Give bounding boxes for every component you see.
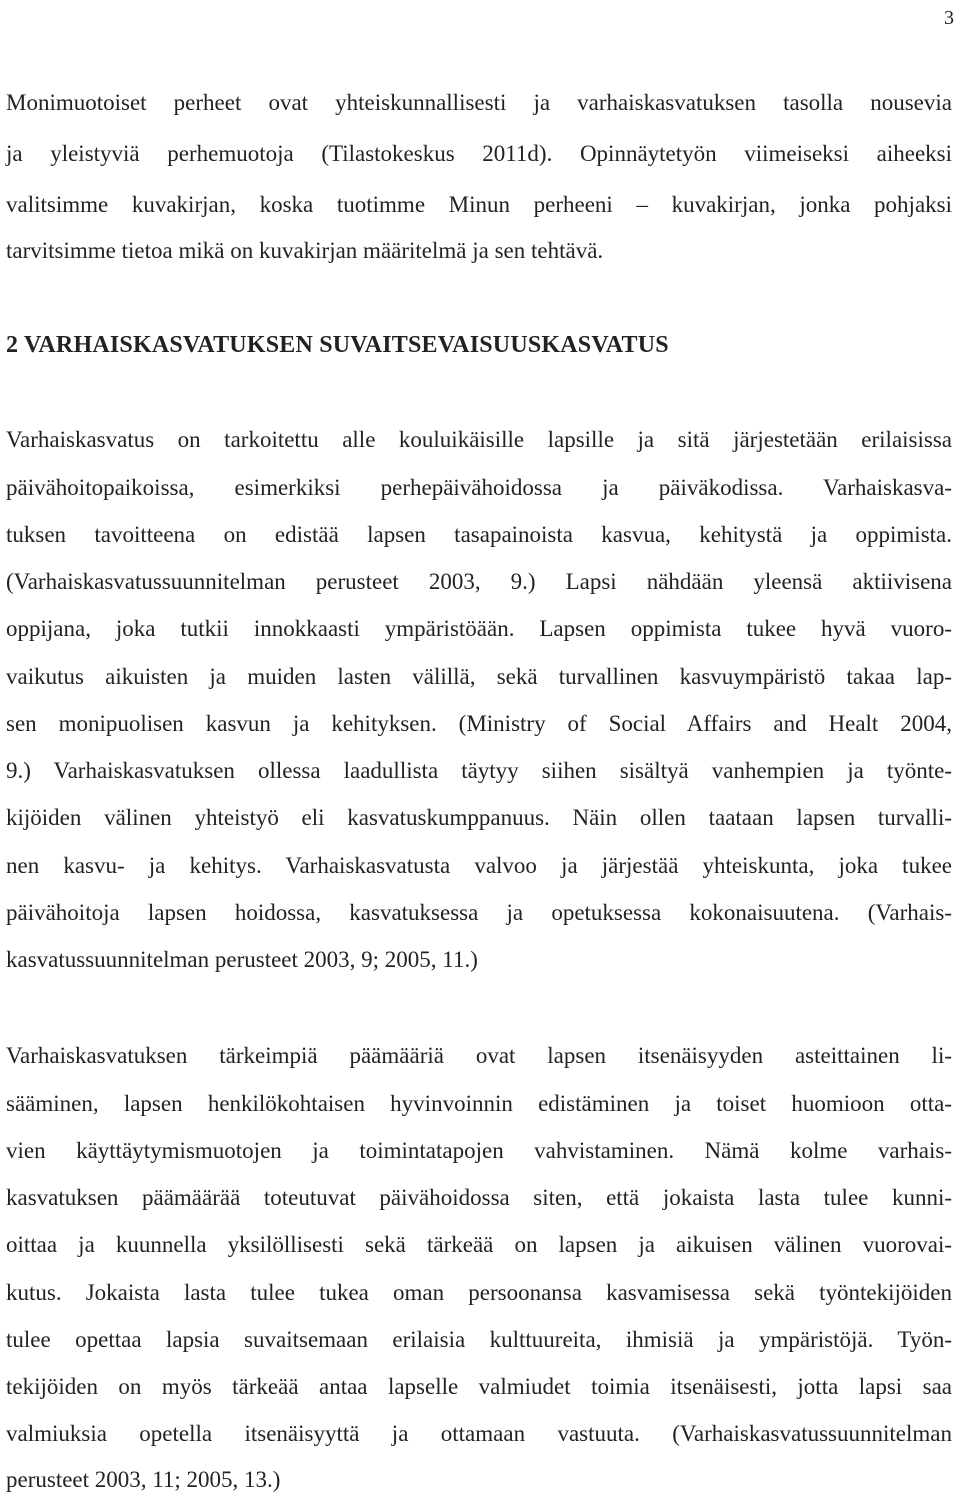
text-line: päivähoitoja lapsen hoidossa, kasvatuksessa ja opetuksessa kokonaisuutena. (Varhais-: [6, 900, 952, 925]
text-line: kijöiden välinen yhteistyö eli kasvatuskumppanuus. Näin ollen taataan lapsen turvalli-: [6, 805, 952, 830]
text-line: oittaa ja kuunnella yksilöllisesti sekä tärkeää on lapsen ja aikuisen välinen vuorovai-: [6, 1232, 952, 1257]
text-line: (Varhaiskasvatussuunnitelman perusteet 2003, 9.) Lapsi nähdään yleensä aktiivisena: [6, 569, 952, 594]
text-line: Varhaiskasvatus on tarkoitettu alle kouluikäisille lapsille ja sitä järjestetään erilaisissa: [6, 427, 952, 452]
text-line: oppijana, joka tutkii innokkaasti ympäristöään. Lapsen oppimista tukee hyvä vuoro-: [6, 616, 952, 641]
text-line: kasvatussuunnitelman perusteet 2003, 9; 2005, 11.): [6, 947, 478, 972]
text-line: valitsimme kuvakirjan, koska tuotimme Minun perheeni – kuvakirjan, jonka pohjaksi: [6, 192, 952, 217]
text-line: sääminen, lapsen henkilökohtaisen hyvinvoinnin edistäminen ja toiset huomioon otta-: [6, 1091, 952, 1116]
text-line: tuksen tavoitteena on edistää lapsen tasapainoista kasvua, kehitystä ja oppimista.: [6, 522, 952, 547]
text-line: Varhaiskasvatuksen tärkeimpiä päämääriä ovat lapsen itsenäisyyden asteittainen li-: [6, 1043, 952, 1068]
text-line: valmiuksia opetella itsenäisyyttä ja ottamaan vastuuta. (Varhaiskasvatussuunnitelman: [6, 1421, 952, 1446]
text-line: sen monipuolisen kasvun ja kehityksen. (Ministry of Social Affairs and Healt 2004,: [6, 711, 952, 736]
text-line: kasvatuksen päämäärää toteutuvat päivähoidossa siten, että jokaista lasta tulee kunni-: [6, 1185, 952, 1210]
text-line: Monimuotoiset perheet ovat yhteiskunnallisesti ja varhaiskasvatuksen tasolla nousevia: [6, 90, 952, 115]
text-line: tekijöiden on myös tärkeää antaa lapselle valmiudet toimia itsenäisesti, jotta lapsi saa: [6, 1374, 952, 1399]
text-line: nen kasvu- ja kehitys. Varhaiskasvatusta valvoo ja järjestää yhteiskunta, joka tukee: [6, 853, 952, 878]
text-line: ja yleistyviä perhemuotoja (Tilastokeskus 2011d). Opinnäytetyön viimeiseksi aiheeksi: [6, 141, 952, 166]
text-line: kutus. Jokaista lasta tulee tukea oman persoonansa kasvamisessa sekä työntekijöiden: [6, 1280, 952, 1305]
text-line: 9.) Varhaiskasvatuksen ollessa laadullista täytyy siihen sisältyä vanhempien ja työnte-: [6, 758, 952, 783]
section-heading: 2 VARHAISKASVATUKSEN SUVAITSEVAISUUSKASVATUS: [6, 332, 669, 358]
text-line: päivähoitopaikoissa, esimerkiksi perhepäivähoidossa ja päiväkodissa. Varhaiskasva-: [6, 475, 952, 500]
text-line: perusteet 2003, 11; 2005, 13.): [6, 1467, 281, 1492]
page-number: 3: [944, 7, 954, 29]
text-line: tarvitsimme tietoa mikä on kuvakirjan määritelmä ja sen tehtävä.: [6, 238, 604, 263]
text-line: vaikutus aikuisten ja muiden lasten välillä, sekä turvallinen kasvuympäristö takaa lap-: [6, 664, 952, 689]
text-line: vien käyttäytymismuotojen ja toimintatapojen vahvistaminen. Nämä kolme varhais-: [6, 1138, 952, 1163]
text-line: tulee opettaa lapsia suvaitsemaan erilaisia kulttuureita, ihmisiä ja ympäristöjä. Työn-: [6, 1327, 952, 1352]
